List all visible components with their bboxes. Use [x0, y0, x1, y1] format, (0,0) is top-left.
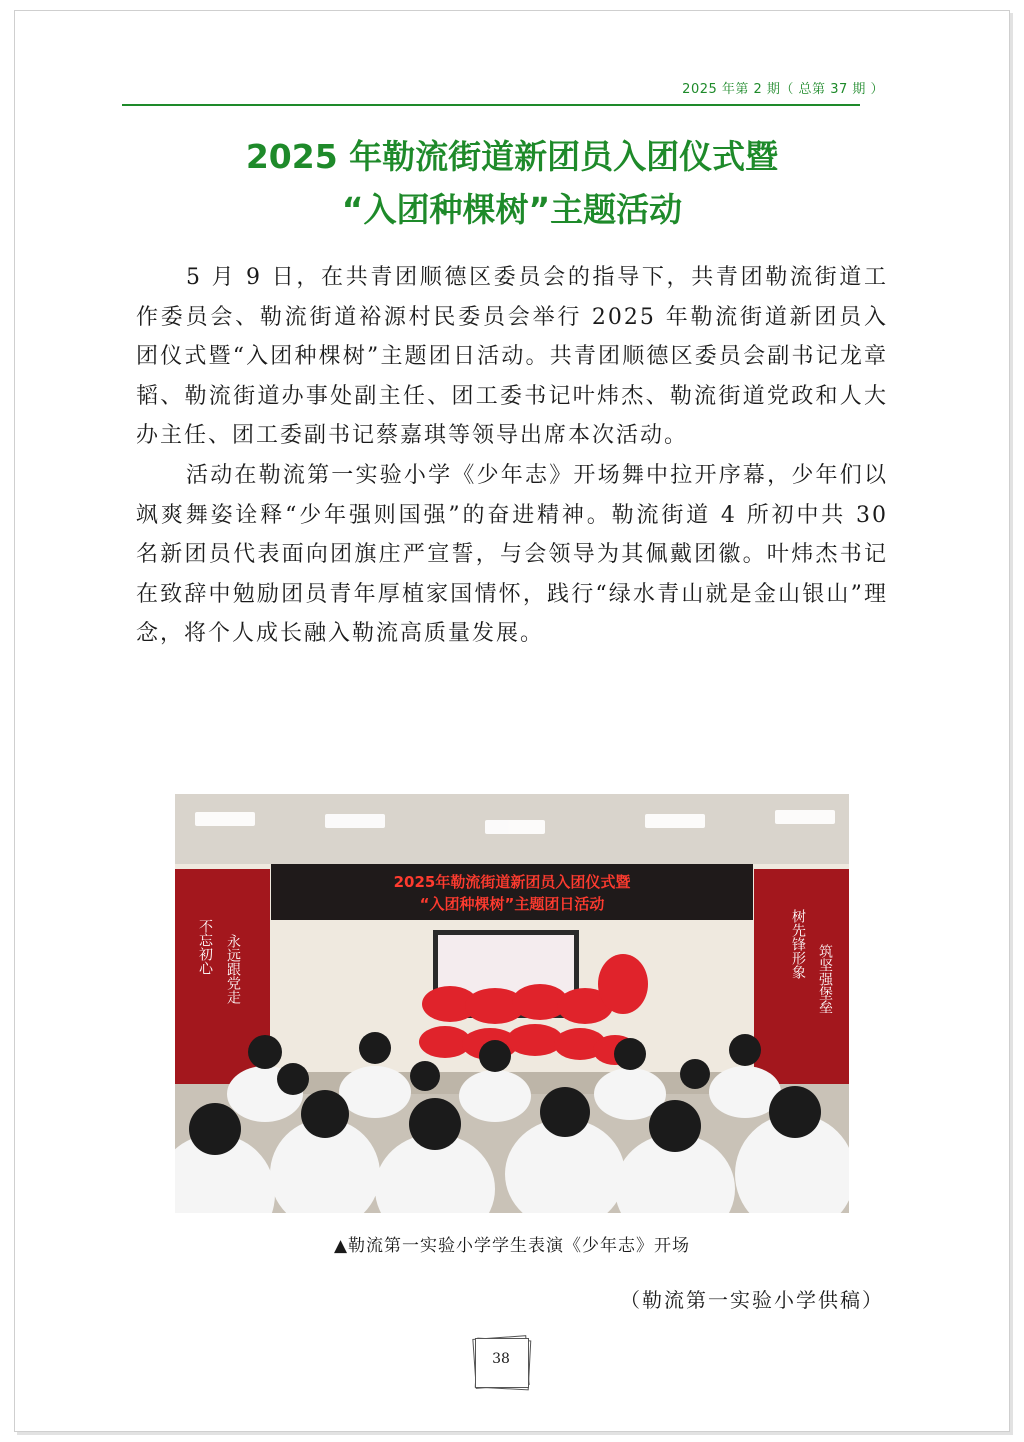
led-text-1: 2025年勒流街道新团员入团仪式暨 [393, 873, 631, 891]
article-body [136, 258, 888, 654]
photo-caption: ▲勒流第一实验小学学生表演《少年志》开场 [333, 1236, 691, 1256]
article-title-line2: “入团种棵树”主题活动 [341, 190, 683, 229]
left-banner-text-1: 不忘初心 [197, 919, 213, 975]
event-photo [175, 794, 849, 1213]
right-banner [754, 869, 849, 1099]
page-number: 38 [492, 1351, 510, 1367]
header-rule [122, 104, 860, 106]
article-credit: （勒流第一实验小学供稿） [620, 1288, 884, 1312]
paragraph-1: 5 月 9 日，在共青团顺德区委员会的指导下，共青团勒流街道工作委员会、勒流街道裕源村民委员会举行 2025 年勒流街道新团员入团仪式暨“入团种棵树”主题团日活动。共青团顺德区委员会副书记龙章韬、勒流街道办事处副主任、团工委书记叶炜杰、勒流街道党政和人大办主任、团工委副书记蔡嘉琪等领导出席本次活动。 [136, 265, 888, 449]
article-title-line1: 2025 年勒流街道新团员入团仪式暨 [245, 137, 779, 176]
paragraph-2: 活动在勒流第一实验小学《少年志》开场舞中拉开序幕，少年们以飒爽舞姿诠释“少年强则国强”的奋进精神。勒流街道 4 所初中共 30 名新团员代表面向团旗庄严宣誓，与会领导为其佩戴团徽。叶炜杰书记在致辞中勉励团员青年厚植家国情怀，践行“绿水青山就是金山银山”理念，将个人成长融入勒流高质量发展。 [136, 462, 888, 647]
issue-header: 2025 年第 2 期（ 总第 37 期 ） [682, 82, 884, 97]
page-number-badge [470, 1337, 532, 1389]
right-banner-text-2: 筑坚强堡垒 [817, 944, 833, 1014]
left-banner-text-2: 永远跟党走 [225, 934, 241, 1004]
right-banner-text-1: 树先锋形象 [790, 909, 806, 979]
led-text-2: “入团种棵树”主题团日活动 [419, 895, 605, 913]
